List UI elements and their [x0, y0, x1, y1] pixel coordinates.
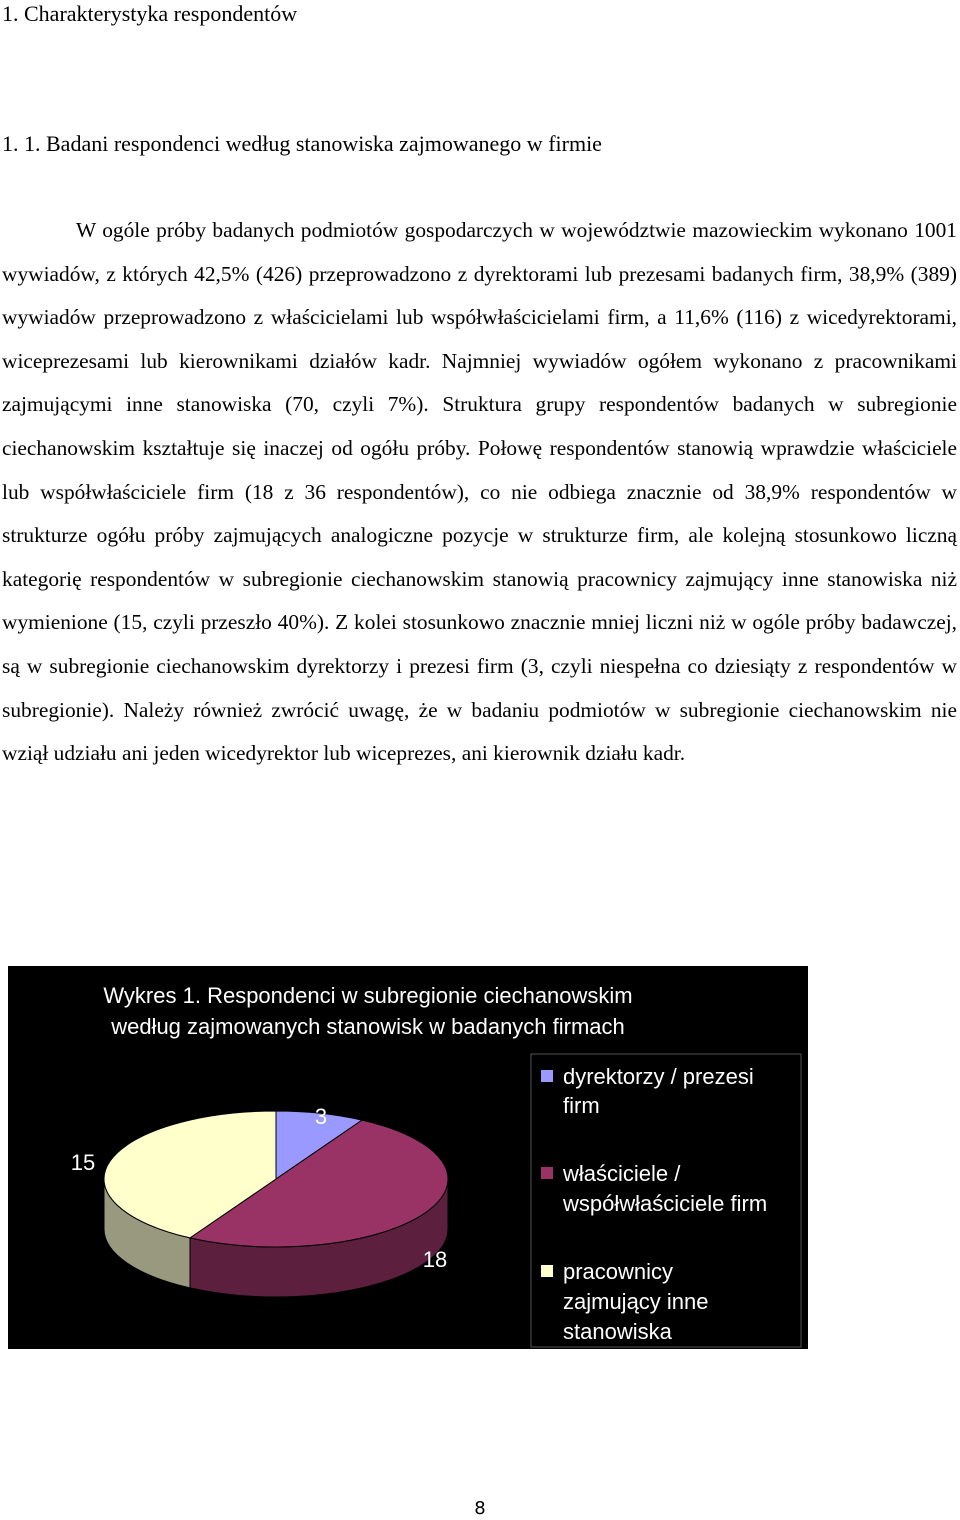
legend-label-wlasciciele-1: właściciele / [563, 1161, 681, 1186]
legend-label-pracownicy-3: stanowiska [563, 1319, 672, 1344]
body-paragraph: W ogóle próby badanych podmiotów gospodarczych w województwie mazowieckim wykonano 1001 wywiadów, z których 42,5% (426) przeprowadzono z dyrektorami lub prezesami badanych firm, 38,9% (389) wywiadów przeprowadzono z właścicielami lub współwłaścicielami firm, a 11,6% (116) z wicedyrektorami, wiceprezesami lub kierownikami działów kadr. Najmniej wywiadów ogółem wykonano z pracownikami zajmującymi inne stanowiska (70, czyli 7%). Struktura grupy respondentów badanych w subregionie ciechanowskim kształtuje się inaczej od ogółu próby. Połowę respondentów stanowią wprawdzie właściciele lub współwłaściciele firm (18 z 36 respondentów), co nie odbiega znacznie od 38,9% respondentów w strukturze ogółu próby zajmujących analogiczne pozycje w strukturze firm, ale kolejną stosunkowo liczną kategorię respondentów w subregionie ciechanowskim stanowią pracownicy zajmujący inne stanowiska niż wymienione (15, czyli przeszło 40%). Z kolei stosunkowo znacznie mniej liczni niż w ogóle próby badawczej, są w subregionie ciechanowskim dyrektorzy i prezesi firm (3, czyli niespełna co dziesiąty z respondentów w subregionie). Należy również zwrócić uwagę, że w badaniu podmiotów w subregionie ciechanowskim nie wziął udziału ani jeden wicedyrektor lub wiceprezes, ani kierownik działu kadr. [2, 218, 957, 766]
pie-slices [104, 1111, 448, 1297]
pie-chart [8, 966, 808, 1349]
data-label-wlasciciele: 18 [422, 1247, 448, 1272]
data-label-dyrektorzy: 3 [314, 1104, 328, 1129]
legend-swatch-wlasciciele [541, 1167, 553, 1179]
subsection-heading: 1. 1. Badani respondenci według stanowiska zajmowanego w firmie [2, 131, 602, 156]
data-label-pracownicy: 15 [70, 1150, 96, 1175]
legend-label-dyrektorzy-2: firm [563, 1093, 600, 1118]
page-number: 8 [474, 1498, 486, 1519]
pie-chart-svg [8, 966, 808, 1349]
legend-label-pracownicy-2: zajmujący inne [563, 1289, 709, 1314]
legend-label-wlasciciele-2: współwłaściciele firm [563, 1191, 768, 1216]
chart-title-line2: według zajmowanych stanowisk w badanych firmach [111, 1014, 625, 1039]
legend-swatch-dyrektorzy [541, 1070, 553, 1082]
legend-label-dyrektorzy-1: dyrektorzy / prezesi [563, 1064, 754, 1089]
section-heading: 1. Charakterystyka respondentów [2, 1, 298, 26]
chart-title-line1: Wykres 1. Respondenci w subregionie ciechanowskim [103, 983, 633, 1008]
legend-label-pracownicy-1: pracownicy [563, 1259, 674, 1284]
legend-swatch-pracownicy [541, 1265, 553, 1277]
